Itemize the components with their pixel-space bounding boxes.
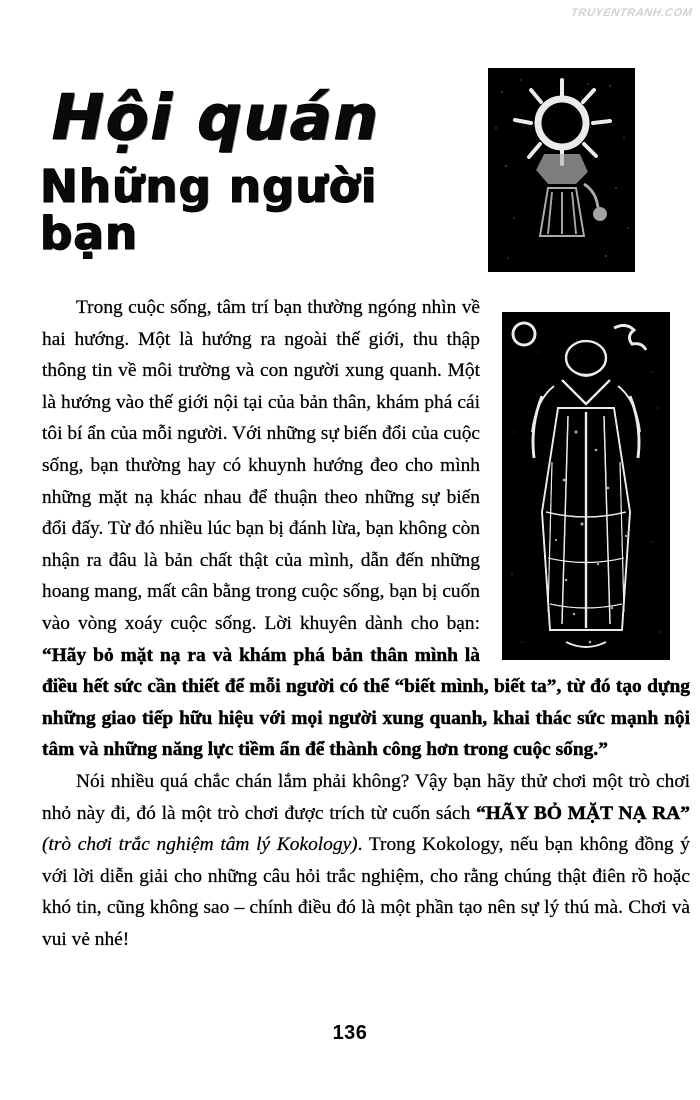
page-subtitle: Những người bạn (40, 160, 378, 261)
site-watermark: TRUYENTRANH.COM (569, 7, 693, 19)
masked-figure-photo-top (488, 68, 635, 272)
masked-figure-illustration (488, 68, 635, 272)
paragraph-game (42, 766, 690, 956)
page-title: Hội quán (52, 81, 380, 154)
paragraph-game-text-2: . Trong Kokology, nếu bạn không đồng ý với lời diễn giải cho những câu hỏi trắc nghiệm, cho rằng chúng thật điên rồ hoặc khó tin, cũng không sao – chính điều đó là một phần tạo nên sự lý thú mà. Chơi và vui vẻ nhé! (42, 834, 690, 950)
paragraph-intro-text: Trong cuộc sống, tâm trí bạn thường ngóng nhìn về hai hướng. Một là hướng ra ngoài thế giới, thu thập thông tin về môi trường và con người xung quanh. Một là hướng vào thế giới nội tại của bản thân, khám phá cái tôi bí ẩn của mỗi người. Với những sự biến đổi của cuộc sống, bạn thường hay có khuynh hướng đeo cho mình những mặt nạ khác nhau để thuận theo những sự biến đổi đấy. Từ đó nhiều lúc bạn bị đánh lừa, bạn không còn nhận ra đâu là bản chất thật của mình, dẫn đến những hoang mang, mất cân bằng trong cuộc sống, bạn bị cuốn vào vòng xoáy cuộc sống. Lời khuyên dành cho bạn: (42, 297, 480, 634)
page-heading-block (0, 81, 490, 261)
book-title: “HÃY BỎ MẶT NẠ RA” (476, 802, 690, 824)
advice-quote: “Hãy bỏ mặt nạ ra và khám phá bản thân mình là điều hết sức cần thiết để mỗi người có thể “biết mình, biết ta”, từ đó tạo dựng những giao tiếp hữu hiệu với mọi người xung quanh, khai thác sức mạnh nội tâm và những năng lực tiềm ẩn để thành công hơn trong cuộc sống.” (42, 644, 690, 761)
paragraph-game-text-1: Nói nhiều quá chắc chán lắm phải không? Vậy bạn hãy thử chơi một trò chơi nhỏ này đi, đó là một trò chơi được trích từ cuốn sách (42, 770, 690, 824)
image-text-wrap-spacer (480, 292, 690, 670)
game-type-note: (trò chơi trắc nghiệm tâm lý Kokology) (42, 834, 358, 856)
article-body (42, 292, 690, 955)
page-number: 136 (332, 1022, 368, 1044)
